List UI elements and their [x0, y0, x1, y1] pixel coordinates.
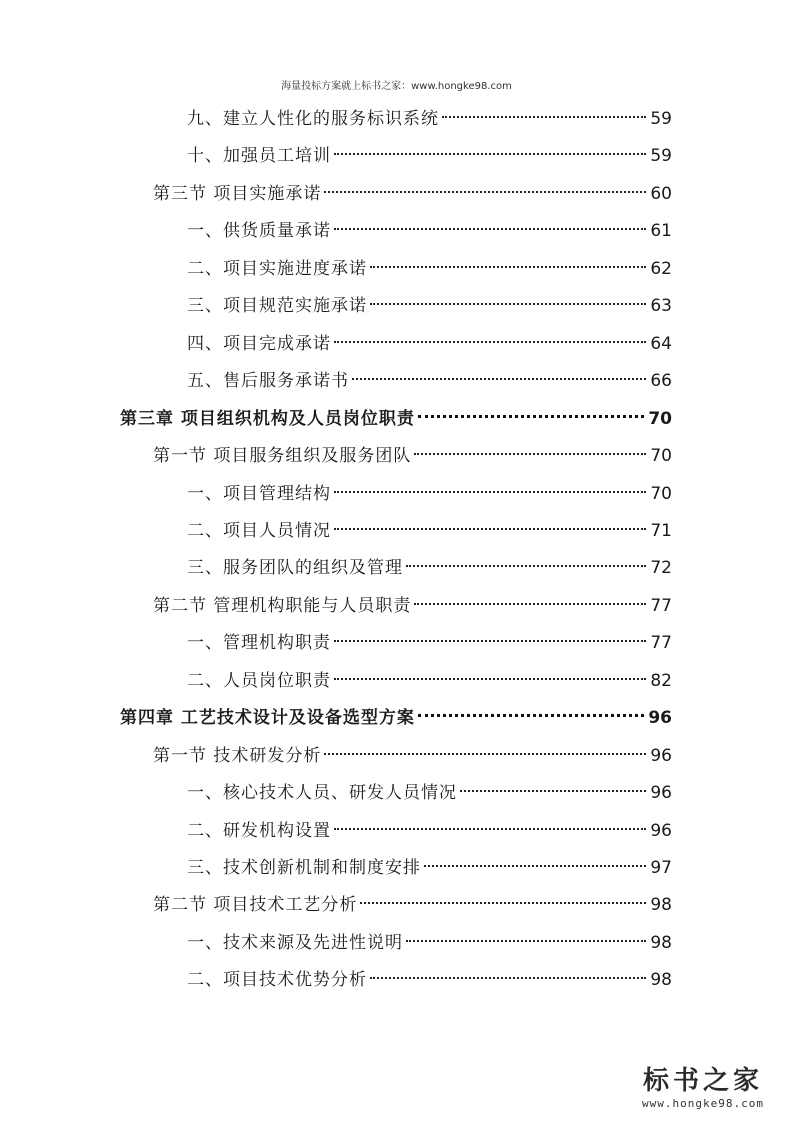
toc-dot-leader	[406, 564, 646, 567]
toc-item-entry[interactable]	[187, 141, 672, 171]
toc-page-number: 60	[650, 183, 672, 204]
toc-dot-leader	[370, 302, 646, 305]
toc-item-entry[interactable]	[187, 291, 672, 321]
toc-dot-leader	[334, 827, 646, 830]
toc-item-entry[interactable]	[187, 965, 672, 995]
toc-entry-title: 一、供货质量承诺	[187, 221, 331, 242]
toc-item-entry[interactable]	[187, 928, 672, 958]
toc-entry-title: 第二节 管理机构职能与人员职责	[153, 595, 412, 616]
toc-page-number: 71	[650, 520, 672, 541]
toc-dot-leader	[442, 115, 646, 118]
toc-page-number: 63	[650, 296, 672, 317]
toc-dot-leader	[334, 227, 646, 230]
toc-entry-title: 二、项目技术优势分析	[187, 970, 367, 991]
toc-page-number: 96	[650, 745, 672, 766]
toc-item-entry[interactable]	[187, 479, 672, 509]
toc-chapter-entry[interactable]	[120, 404, 672, 434]
toc-item-entry[interactable]	[187, 254, 672, 284]
toc-dot-leader	[406, 939, 646, 942]
toc-page-number: 98	[650, 895, 672, 916]
toc-dot-leader	[424, 864, 646, 867]
watermark-logo	[623, 1060, 783, 1110]
toc-entry-title: 一、项目管理结构	[187, 483, 331, 504]
toc-item-entry[interactable]	[187, 553, 672, 583]
toc-page-number: 98	[650, 932, 672, 953]
toc-dot-leader	[324, 190, 646, 193]
toc-dot-leader	[334, 639, 646, 642]
toc-entry-title: 四、项目完成承诺	[187, 333, 331, 354]
toc-item-entry[interactable]	[187, 516, 672, 546]
toc-section-entry[interactable]	[153, 441, 672, 471]
toc-page-number: 77	[650, 633, 672, 654]
toc-page-number: 61	[650, 221, 672, 242]
watermark-title: 标书之家	[642, 1066, 763, 1096]
toc-dot-leader	[370, 265, 646, 268]
toc-section-entry[interactable]	[153, 591, 672, 621]
toc-dot-leader	[352, 377, 646, 380]
toc-item-entry[interactable]	[187, 329, 672, 359]
toc-entry-title: 二、项目人员情况	[187, 520, 331, 541]
toc-page-number: 82	[650, 670, 672, 691]
toc-dot-leader	[370, 976, 646, 979]
toc-page-number: 59	[650, 109, 672, 129]
toc-page-number: 96	[648, 708, 672, 729]
toc-page-number: 70	[650, 483, 672, 504]
toc-entry-title: 一、核心技术人员、研发人员情况	[187, 783, 457, 804]
toc-chapter-entry[interactable]	[120, 703, 672, 733]
toc-dot-leader	[324, 752, 646, 755]
toc-page-number: 70	[650, 446, 672, 467]
toc-page-number: 77	[650, 595, 672, 616]
toc-dot-leader	[414, 452, 646, 455]
toc-page-number: 96	[650, 783, 672, 804]
toc-page-number: 70	[648, 408, 672, 429]
toc-entry-title: 第四章 工艺技术设计及设备选型方案	[120, 708, 415, 729]
toc-page-number: 59	[650, 146, 672, 167]
toc-item-entry[interactable]	[187, 816, 672, 846]
toc-section-entry[interactable]	[153, 890, 672, 920]
toc-entry-title: 第三章 项目组织机构及人员岗位职责	[120, 408, 415, 429]
toc-entry-title: 十、加强员工培训	[187, 146, 331, 167]
toc-dot-leader	[418, 414, 644, 418]
toc-dot-leader	[334, 677, 646, 680]
toc-page-number: 98	[650, 970, 672, 991]
toc-entry-title: 九、建立人性化的服务标识系统	[187, 109, 439, 129]
toc-entry-title: 第三节 项目实施承诺	[153, 183, 322, 204]
toc-entry-title: 第一节 项目服务组织及服务团队	[153, 446, 412, 467]
toc-entry-title: 二、研发机构设置	[187, 820, 331, 841]
toc-page-number: 72	[650, 558, 672, 579]
toc-item-entry[interactable]	[187, 216, 672, 246]
toc-entry-title: 三、服务团队的组织及管理	[187, 558, 403, 579]
toc-page-number: 96	[650, 820, 672, 841]
toc-section-entry[interactable]	[153, 741, 672, 771]
toc-page-number: 64	[650, 333, 672, 354]
toc-entry-title: 五、售后服务承诺书	[187, 371, 349, 392]
toc-entry-title: 一、技术来源及先进性说明	[187, 932, 403, 953]
toc-item-entry[interactable]	[187, 853, 672, 883]
toc-entry-title: 一、管理机构职责	[187, 633, 331, 654]
toc-dot-leader	[414, 602, 646, 605]
toc-page-number: 66	[650, 371, 672, 392]
toc-section-entry[interactable]	[153, 179, 672, 209]
toc-dot-leader	[360, 901, 646, 904]
toc-dot-leader	[334, 340, 646, 343]
page-header: 海量投标方案就上标书之家：www.hongke98.com	[281, 81, 512, 92]
toc-dot-leader	[334, 152, 646, 155]
watermark-url: www.hongke98.com	[642, 1097, 764, 1110]
toc-item-entry[interactable]	[187, 104, 672, 134]
toc-entry-title: 二、人员岗位职责	[187, 670, 331, 691]
toc-dot-leader	[418, 713, 644, 717]
toc-dot-leader	[334, 527, 646, 530]
toc-entry-title: 第一节 技术研发分析	[153, 745, 322, 766]
toc-page-number: 97	[650, 858, 672, 878]
toc-item-entry[interactable]	[187, 778, 672, 808]
toc-entry-title: 三、技术创新机制和制度安排	[187, 858, 421, 878]
toc-dot-leader	[334, 490, 646, 493]
toc-dot-leader	[460, 789, 646, 792]
toc-item-entry[interactable]	[187, 628, 672, 658]
toc-item-entry[interactable]	[187, 666, 672, 696]
toc-item-entry[interactable]	[187, 366, 672, 396]
toc-entry-title: 三、项目规范实施承诺	[187, 296, 367, 317]
toc-page-number: 62	[650, 258, 672, 279]
toc-entry-title: 二、项目实施进度承诺	[187, 258, 367, 279]
toc-entry-title: 第二节 项目技术工艺分析	[153, 895, 358, 916]
